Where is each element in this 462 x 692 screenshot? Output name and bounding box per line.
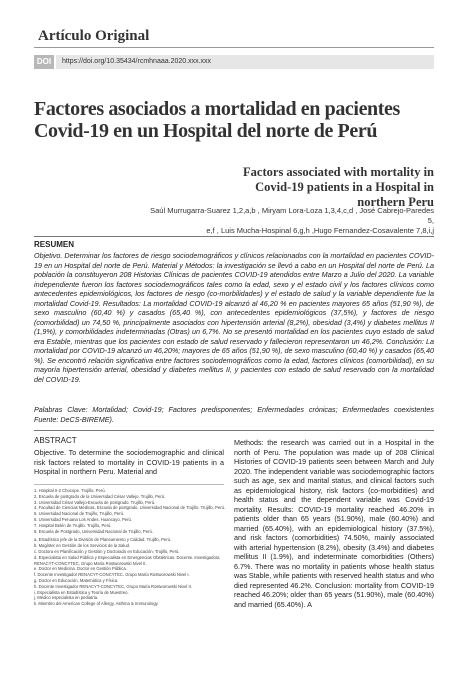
footnote: 1. Hospital II-2 Chocope. Trujillo, Perú. bbox=[34, 488, 106, 493]
abstract-divider bbox=[34, 430, 434, 431]
author-line-1: Saúl Murrugarra-Suarez 1,2,a,b , Miryam Lora-Loza 1,3,4,c,d , José Cabrejo-Paredes 5, bbox=[150, 206, 434, 225]
doi-link[interactable]: https://doi.org/10.35434/rcmhnaaa.2020.xxx.xxx bbox=[56, 55, 434, 69]
footnote: h. Docente Investigador RENACYT-CONCYTEC, Grupo María Rostworowski Nivel II. bbox=[34, 583, 193, 589]
footnote: 6. Universidad Peruana Los Andes. Huancayo, Perú. bbox=[34, 516, 133, 522]
resumen-heading: RESUMEN bbox=[34, 240, 75, 249]
footnote-divider bbox=[34, 484, 224, 485]
footnote: 7. Hospital Belén de Trujillo. Trujillo, Perú. bbox=[34, 522, 112, 528]
abstract-text-left: Objective. To determine the sociodemographic and clinical risk factors related to mortality in COVID-19 patients in a Hospital in northern Peru. Material and bbox=[34, 448, 224, 476]
footnote: 8. Escuela de Postgrado, Universidad Nacional de Trujillo, Perú. bbox=[34, 528, 153, 534]
footnote: g. Doctor en Educación, Matemática y Física. bbox=[34, 577, 119, 583]
author-list bbox=[150, 206, 434, 236]
footnote: b. Magíster en Gestión de los Servicios de la Salud. bbox=[34, 543, 131, 549]
footnote: 2. Escuela de postgrado de la Universidad César Vallejo. Trujillo, Perú. bbox=[34, 493, 166, 499]
article-title-es: Factores asociados a mortalidad en pacientes Covid-19 en un Hospital del norte de Perú bbox=[34, 98, 400, 142]
abstract-text-right: Methods: the research was carried out in a Hospital in the north of Peru. The population was made up of 208 Clinical Histories of COVID-19 patients seen between March and July 2020. The independent variable was sociodemographic factors such as age, sex and marital status, and clinical factors such as epidemiological history, risk factors (co-morbidities) and health status and the dependent variable was Covid-19 mortality. Results: COVID-19 mortality reached 46.20% in patients older than 65 years (51.90%), male (60.40%) and married (65.40%), with an epidemiological history (37.5%), and risk factors (comorbidities) 74.50%, mainly associated with arterial hypertension (8.2%), obesity (3.4%) and diabetes mellitus II (1.9%), and indeterminate comorbidities (Others) 6.7%. There was no mortality in patients whose health status was Stable, while patients with reserved health status and who died represented 46.2%. Conclusion: mortality from COVID-19 reached 46.20%; older than 65 years (51.90%), male (60.40%) and married (65.40%). A bbox=[234, 438, 434, 609]
footnote: 5. Universidad Nacional de Trujillo, Trujillo, Perú. bbox=[34, 511, 125, 517]
footnote: 4. Facultad de Ciencias Médicas, Escuela de postgrado, Universidad Nacional de Trujillo. Trujillo, Perú. bbox=[34, 505, 226, 511]
article-title-en: Factors associated with mortality in Covid-19 patients in a Hospital in northern Peru bbox=[243, 165, 434, 209]
section-label: Artículo Original bbox=[38, 28, 150, 44]
footnote: i. Especialista en Estadística y Teoría de Muestreo. bbox=[34, 589, 129, 595]
footnote: k. Miembro del American College of Allergy, Asthma & Immunology. bbox=[34, 601, 159, 607]
footnote: j. Médico especialista en pediatría. bbox=[34, 595, 99, 601]
author-line-2: e,f , Luis Mucha-Hospinal 6,g,h ,Hugo Fernandez-Cosavalente 7,8,i,j bbox=[206, 226, 434, 235]
abstract-heading: ABSTRACT bbox=[34, 436, 77, 445]
footnote: 3. Universidad César Vallejo-Escuela de postgrado. Trujillo, Perú. bbox=[34, 499, 156, 505]
footnote-list bbox=[34, 488, 226, 607]
footnote: a. Estadístico jefe de la División de Planeamiento y Calidad. Trujillo, Perú. bbox=[34, 537, 172, 543]
resumen-divider bbox=[34, 236, 434, 237]
footnote: d. Especialista en Salud Pública y Especialista en Emergencias Obstétricas. Docente. Investigadora RENACYT-CONCYTEC, Grupo María Rostworowski Nivel II. bbox=[34, 554, 220, 566]
footnote: c. Doctora en Planificación y Gestión y Doctorado en Educación. Trujillo, Perú. bbox=[34, 548, 180, 554]
keywords-es: Palabras Clave: Mortalidad; Covid-19; Factores predisponentes; Enfermedades crónicas; Enfermedades coexistentes Fuente: DeCS-BIREME). bbox=[34, 405, 434, 424]
resumen-text: Objetivo. Determinar los factores de riesgo sociodemográficos y clínicos relacionados con la mortalidad en pacientes COVID-19 en un Hospital del norte de Perú. Material y Métodos: la investigación se llevó a cabo en un Hospital del norte de Perú. La población la constituyeron 208 Historias Clínicas de pacientes COVID-19 atendidos entre Marzo a Julio del 2020. La variable independiente fueron los factores sociodemográficos tales como la edad, sexo y el estado civil y los factores clínicos como antecedentes epidemiológicos, los factores de riesgo (co-morbilidades) y el estado de salud y la variable dependiente fue la mortalidad Covid-19. Resultados: La mortalidad COVID-19 alcanzó al 46,20 % en pacientes mayores 65 años (51,90 %), de sexo masculino (60,40 %) y casados (65,40 %), con antecedentes epidemiológicos (37,5%), y factores de riesgo (comorbilidad) un 74,50 %, principalmente asociados con hipertensión arterial (8,2%), obesidad (3,4%) y diabetes mellitus II (1,9%), y comorbilidades indeterminadas (Otras) un 6,7%. No se presentó mortalidad en los pacientes cuyo estado de salud era Estable, mientras que los pacientes con estado de salud reservado y fallecieron representaron un 46,2%. Conclusión: La mortalidad por COVID-19 alcanzó un 46,20%; mayores de 65 años (51,90 %), de sexo masculino (60,40 %) y casados (65,40 %). Se encontró relación significativa entre factores sociodemográficos como la edad, factores clínicos (comorbilidad), en su mayoría hipertensión arterial, obesidad y diabetes mellitus II, y pacientes con estado de salud reservado con la mortalidad del COVID-19. bbox=[34, 251, 434, 384]
footnote: f. Docente Investigador RENACYT-CONCYTEC. Grupo María Rostworowski Nivel I. bbox=[34, 572, 190, 578]
footnote: e. Doctor en Medicina. Doctor en Gestión Pública. bbox=[34, 566, 127, 572]
doi-tag: DOI bbox=[34, 55, 54, 69]
header-divider bbox=[34, 47, 434, 48]
